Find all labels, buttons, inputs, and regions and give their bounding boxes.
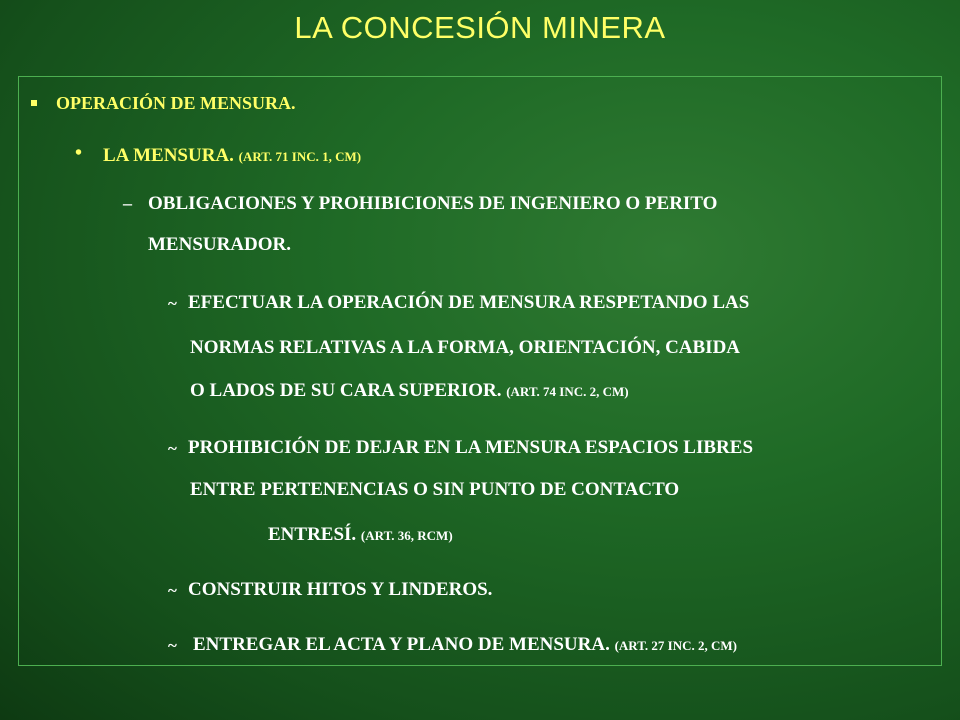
item1-line-3 <box>190 380 629 402</box>
item4-line-1-text: ENTREGAR EL ACTA Y PLANO DE MENSURA. <box>193 634 610 655</box>
tilde-bullet-icon: ~ <box>168 439 177 458</box>
item2-line-2: ENTRE PERTENENCIAS O SIN PUNTO DE CONTACTO <box>190 479 680 500</box>
level3-line-2: MENSURADOR. <box>148 234 292 255</box>
item2-reference: (ART. 36, RCM) <box>360 528 453 543</box>
item3-line-1: CONSTRUIR HITOS Y LINDEROS. <box>188 579 493 600</box>
item4-reference: (ART. 27 INC. 2, CM) <box>614 638 738 653</box>
tilde-bullet-icon: ~ <box>168 294 177 313</box>
tilde-bullet-icon: ~ <box>168 636 177 655</box>
level2-heading <box>103 145 361 167</box>
square-bullet-icon <box>31 100 37 106</box>
item1-line-1: EFECTUAR LA OPERACIÓN DE MENSURA RESPETANDO LAS <box>188 292 750 313</box>
item2-line-1: PROHIBICIÓN DE DEJAR EN LA MENSURA ESPACIOS LIBRES <box>188 437 754 458</box>
slide-title: LA CONCESIÓN MINERA <box>294 10 666 45</box>
level2-text: LA MENSURA. <box>103 145 234 166</box>
item4-line-1 <box>193 634 737 656</box>
item1-line-3-text: O LADOS DE SU CARA SUPERIOR. <box>190 380 502 401</box>
dot-bullet-icon: • <box>75 142 83 164</box>
item2-line-3-text: ENTRESÍ. <box>268 524 357 545</box>
tilde-bullet-icon: ~ <box>168 581 177 600</box>
dash-bullet-icon: – <box>123 193 132 213</box>
item1-reference: (ART. 74 INC. 2, CM) <box>506 384 629 399</box>
level2-reference: (ART. 71 INC. 1, CM) <box>238 149 362 164</box>
level1-heading: OPERACIÓN DE MENSURA. <box>56 93 296 113</box>
level3-line-1: OBLIGACIONES Y PROHIBICIONES DE INGENIERO O PERITO <box>148 193 718 214</box>
item2-line-3 <box>268 524 453 546</box>
item1-line-2: NORMAS RELATIVAS A LA FORMA, ORIENTACIÓN, CABIDA <box>190 337 741 358</box>
